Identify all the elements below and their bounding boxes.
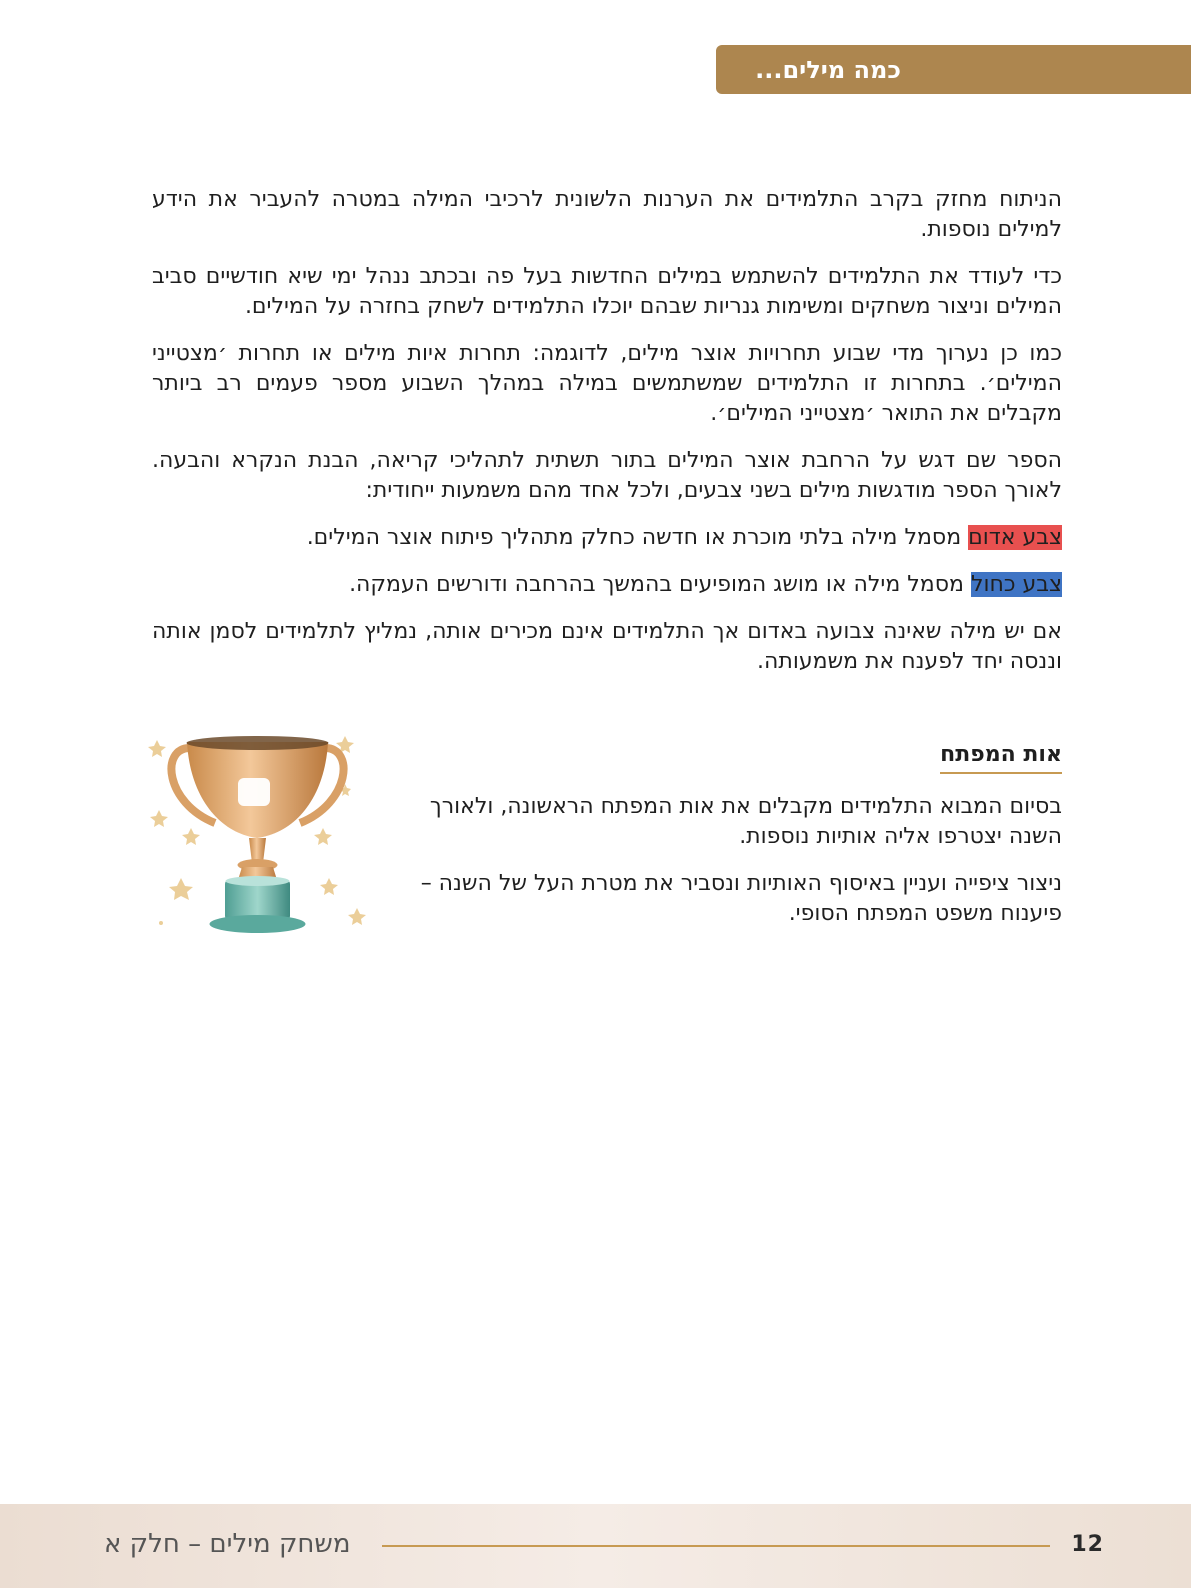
paragraph: ניצור ציפייה ועניין באיסוף האותיות ונסביר את מטרת העל של השנה – פיענוח משפט המפתח הסופי. <box>420 871 1062 926</box>
blue-legend-item <box>152 570 1062 600</box>
paragraph: כדי לעודד את התלמידים להשתמש במילים החדשות בעל פה ובכתב ננהל ימי שיא חודשיים סביב המילים וניצור משחקים ומשימות גנריות שבהם יוכלו התלמידים לשחק בחזרה על המילים. <box>152 264 1062 319</box>
page-footer <box>0 1504 1191 1588</box>
key-letter-title: אות המפתח <box>940 740 1062 774</box>
paragraph: הניתוח מחזק בקרב התלמידים את הערנות הלשונית לרכיבי המילה במטרה להעביר את הידע למילים נוספות. <box>152 187 1062 242</box>
paragraph: כמו כן נערוך מדי שבוע תחרויות אוצר מילים, לדוגמה: תחרות איות מילים או תחרות ׳מצטייני המילים׳. בתחרות זו התלמידים שמשתמשים במילה במהלך השבוע מספר פעמים רב ביותר מקבלים את התואר ׳מצטייני המילים׳. <box>152 341 1062 426</box>
section-title: כמה מילים... <box>755 55 901 84</box>
book-title: משחק מילים – חלק א <box>104 1529 351 1559</box>
paragraph: הספר שם דגש על הרחבת אוצר המילים בתור תשתית לתהליכי קריאה, הבנת הנקרא והבעה. לאורך הספר מודגשות מילים בשני צבעים, ולכל אחד מהם משמעות ייחודית: <box>152 448 1062 503</box>
trophy-icon <box>145 728 370 943</box>
footer-divider <box>382 1545 1050 1547</box>
page-number: 12 <box>1071 1532 1104 1557</box>
blue-legend-text: מסמל מילה או מושג המופיעים בהמשך בהרחבה ודורשים העמקה. <box>349 572 971 597</box>
red-highlight-label: צבע אדום <box>968 525 1062 550</box>
red-legend-text: מסמל מילה בלתי מוכרת או חדשה כחלק מתהליך פיתוח אוצר המילים. <box>306 525 969 550</box>
main-content <box>152 185 1062 694</box>
red-legend-item <box>152 523 1062 553</box>
paragraph: אם יש מילה שאינה צבועה באדום אך התלמידים אינם מכירים אותה, נמליץ לתלמידים לסמן אותה וננסה יחד לפענח את משמעותה. <box>152 619 1062 674</box>
section-title-tab <box>716 45 1191 94</box>
paragraph: בסיום המבוא התלמידים מקבלים את אות המפתח הראשונה, ולאורך השנה יצטרפו אליה אותיות נוספות. <box>429 794 1062 849</box>
blue-highlight-label: צבע כחול <box>970 572 1062 597</box>
key-letter-section <box>420 740 1062 946</box>
